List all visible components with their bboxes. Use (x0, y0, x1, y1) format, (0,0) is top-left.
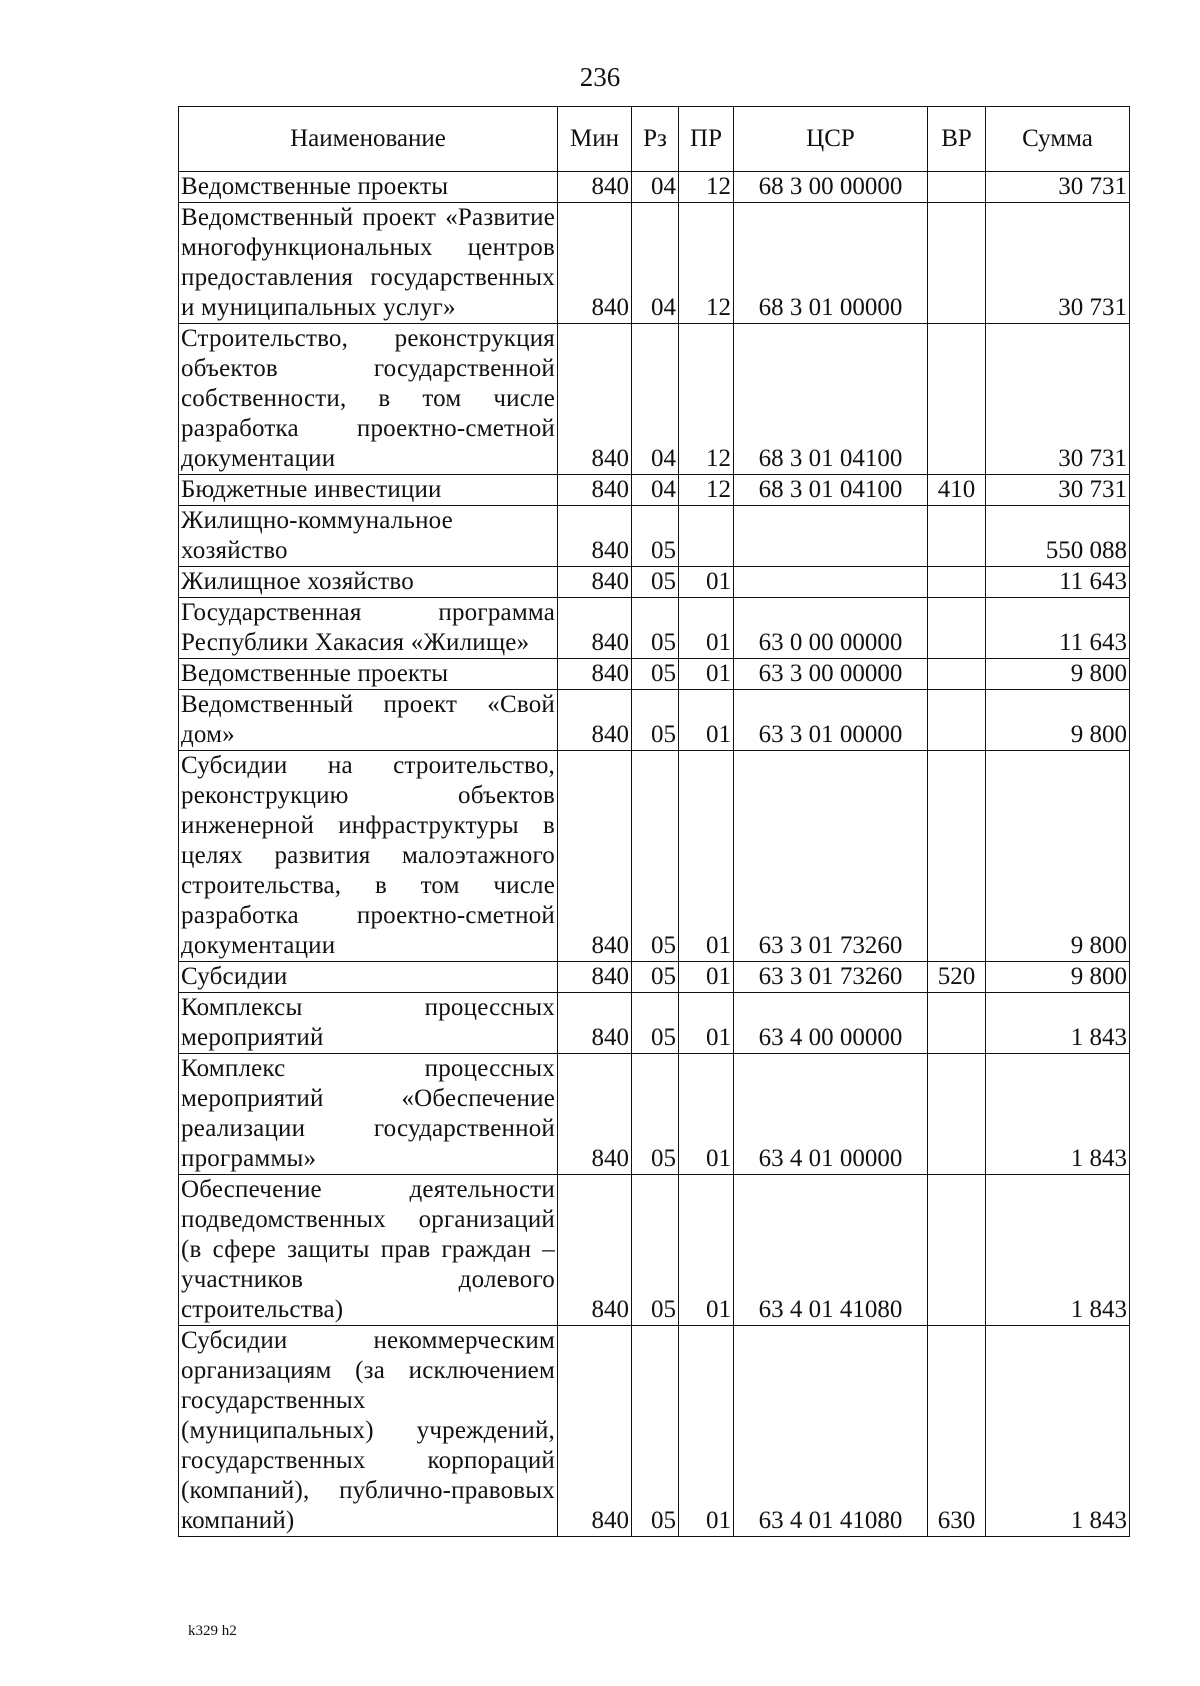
table-row (179, 1326, 1130, 1537)
row-sum-cell: 1 843 (986, 1054, 1130, 1175)
row-min-cell: 840 (558, 567, 632, 598)
row-vr-cell (928, 598, 986, 659)
row-pr-cell: 01 (679, 751, 734, 962)
row-name-cell: Субсидии некоммерческим организациям (за исключением государственных (муниципальных) учреждений, государственных корпораций (компаний), публично-правовых компаний) (179, 1326, 558, 1537)
row-name-cell: Ведомственные проекты (179, 659, 558, 690)
row-csr-cell: 68 3 01 04100 (734, 475, 928, 506)
row-sum-cell: 1 843 (986, 993, 1130, 1054)
row-min-cell: 840 (558, 172, 632, 203)
table-row (179, 324, 1130, 475)
row-name-cell: Строительство, реконструкция объектов государственной собственности, в том числе разработка проектно-сметной документации (179, 324, 558, 475)
row-pr-cell: 01 (679, 690, 734, 751)
row-csr-cell: 63 3 01 00000 (734, 690, 928, 751)
row-rz-cell: 04 (632, 324, 679, 475)
row-csr-cell: 63 0 00 00000 (734, 598, 928, 659)
row-pr-cell: 01 (679, 598, 734, 659)
row-vr-cell (928, 751, 986, 962)
row-min-cell: 840 (558, 993, 632, 1054)
row-min-cell: 840 (558, 659, 632, 690)
row-name-cell: Жилищно-коммунальное хозяйство (179, 506, 558, 567)
row-sum-cell: 11 643 (986, 598, 1130, 659)
row-csr-cell: 63 3 01 73260 (734, 751, 928, 962)
row-pr-cell (679, 506, 734, 567)
row-pr-cell: 01 (679, 993, 734, 1054)
table-row (179, 751, 1130, 962)
row-sum-cell: 9 800 (986, 659, 1130, 690)
row-rz-cell: 05 (632, 1175, 679, 1326)
row-name-cell: Государственная программа Республики Хакасия «Жилище» (179, 598, 558, 659)
row-rz-cell: 05 (632, 506, 679, 567)
table-body (179, 172, 1130, 1537)
row-vr-cell (928, 506, 986, 567)
row-vr-cell (928, 993, 986, 1054)
row-vr-cell (928, 690, 986, 751)
row-rz-cell: 05 (632, 1054, 679, 1175)
row-vr-cell (928, 659, 986, 690)
row-pr-cell: 01 (679, 1175, 734, 1326)
row-rz-cell: 05 (632, 751, 679, 962)
row-pr-cell: 01 (679, 659, 734, 690)
footer-code: k329 h2 (188, 1623, 237, 1639)
row-csr-cell: 63 3 00 00000 (734, 659, 928, 690)
table-row (179, 690, 1130, 751)
row-sum-cell: 550 088 (986, 506, 1130, 567)
table-row (179, 962, 1130, 993)
header-csr: ЦСР (734, 107, 928, 172)
row-csr-cell (734, 506, 928, 567)
row-min-cell: 840 (558, 598, 632, 659)
row-csr-cell: 63 4 01 00000 (734, 1054, 928, 1175)
row-pr-cell: 01 (679, 1326, 734, 1537)
row-vr-cell: 630 (928, 1326, 986, 1537)
row-sum-cell: 9 800 (986, 751, 1130, 962)
row-pr-cell: 12 (679, 203, 734, 324)
row-csr-cell: 68 3 00 00000 (734, 172, 928, 203)
table-row (179, 506, 1130, 567)
row-pr-cell: 12 (679, 172, 734, 203)
table-row (179, 993, 1130, 1054)
row-pr-cell: 01 (679, 567, 734, 598)
row-min-cell: 840 (558, 203, 632, 324)
row-rz-cell: 05 (632, 962, 679, 993)
header-pr: ПР (679, 107, 734, 172)
row-rz-cell: 05 (632, 598, 679, 659)
row-pr-cell: 12 (679, 475, 734, 506)
row-csr-cell: 63 4 00 00000 (734, 993, 928, 1054)
header-name: Наименование (179, 107, 558, 172)
row-vr-cell: 520 (928, 962, 986, 993)
budget-table (178, 106, 1130, 1537)
row-min-cell: 840 (558, 1054, 632, 1175)
table-row (179, 172, 1130, 203)
row-sum-cell: 9 800 (986, 962, 1130, 993)
row-rz-cell: 05 (632, 993, 679, 1054)
table-row (179, 203, 1130, 324)
row-rz-cell: 05 (632, 690, 679, 751)
row-vr-cell (928, 1175, 986, 1326)
row-rz-cell: 05 (632, 1326, 679, 1537)
row-name-cell: Ведомственный проект «Развитие многофункциональных центров предоставления государственных и муниципальных услуг» (179, 203, 558, 324)
row-name-cell: Бюджетные инвестиции (179, 475, 558, 506)
header-sum: Сумма (986, 107, 1130, 172)
table-row (179, 475, 1130, 506)
row-min-cell: 840 (558, 962, 632, 993)
header-rz: Рз (632, 107, 679, 172)
row-min-cell: 840 (558, 1326, 632, 1537)
row-sum-cell: 30 731 (986, 324, 1130, 475)
row-name-cell: Ведомственные проекты (179, 172, 558, 203)
row-vr-cell (928, 1054, 986, 1175)
row-min-cell: 840 (558, 1175, 632, 1326)
row-pr-cell: 01 (679, 1054, 734, 1175)
row-rz-cell: 05 (632, 567, 679, 598)
row-rz-cell: 04 (632, 203, 679, 324)
row-sum-cell: 30 731 (986, 203, 1130, 324)
header-vr: ВР (928, 107, 986, 172)
row-sum-cell: 30 731 (986, 475, 1130, 506)
row-name-cell: Ведомственный проект «Свой дом» (179, 690, 558, 751)
row-min-cell: 840 (558, 506, 632, 567)
row-name-cell: Комплексы процессных мероприятий (179, 993, 558, 1054)
row-csr-cell: 68 3 01 00000 (734, 203, 928, 324)
row-rz-cell: 04 (632, 475, 679, 506)
row-csr-cell (734, 567, 928, 598)
row-sum-cell: 1 843 (986, 1175, 1130, 1326)
table-row (179, 1054, 1130, 1175)
row-rz-cell: 05 (632, 659, 679, 690)
table-row (179, 1175, 1130, 1326)
row-rz-cell: 04 (632, 172, 679, 203)
row-csr-cell: 63 3 01 73260 (734, 962, 928, 993)
row-csr-cell: 68 3 01 04100 (734, 324, 928, 475)
row-sum-cell: 30 731 (986, 172, 1130, 203)
row-min-cell: 840 (558, 475, 632, 506)
row-sum-cell: 1 843 (986, 1326, 1130, 1537)
header-min: Мин (558, 107, 632, 172)
table-header-row (179, 107, 1130, 172)
row-vr-cell (928, 567, 986, 598)
row-csr-cell: 63 4 01 41080 (734, 1175, 928, 1326)
row-name-cell: Обеспечение деятельности подведомственных организаций (в сфере защиты прав граждан – участников долевого строительства) (179, 1175, 558, 1326)
row-csr-cell: 63 4 01 41080 (734, 1326, 928, 1537)
row-pr-cell: 12 (679, 324, 734, 475)
row-vr-cell (928, 203, 986, 324)
row-pr-cell: 01 (679, 962, 734, 993)
row-name-cell: Комплекс процессных мероприятий «Обеспечение реализации государственной программы» (179, 1054, 558, 1175)
table-row (179, 659, 1130, 690)
row-name-cell: Субсидии (179, 962, 558, 993)
table-row (179, 567, 1130, 598)
row-name-cell: Жилищное хозяйство (179, 567, 558, 598)
row-vr-cell (928, 172, 986, 203)
row-min-cell: 840 (558, 751, 632, 962)
row-min-cell: 840 (558, 324, 632, 475)
row-name-cell: Субсидии на строительство, реконструкцию объектов инженерной инфраструктуры в целях развития малоэтажного строительства, в том числе разработка проектно-сметной документации (179, 751, 558, 962)
page-number: 236 (579, 62, 621, 92)
row-vr-cell (928, 324, 986, 475)
row-sum-cell: 9 800 (986, 690, 1130, 751)
row-vr-cell: 410 (928, 475, 986, 506)
row-sum-cell: 11 643 (986, 567, 1130, 598)
table-row (179, 598, 1130, 659)
row-min-cell: 840 (558, 690, 632, 751)
